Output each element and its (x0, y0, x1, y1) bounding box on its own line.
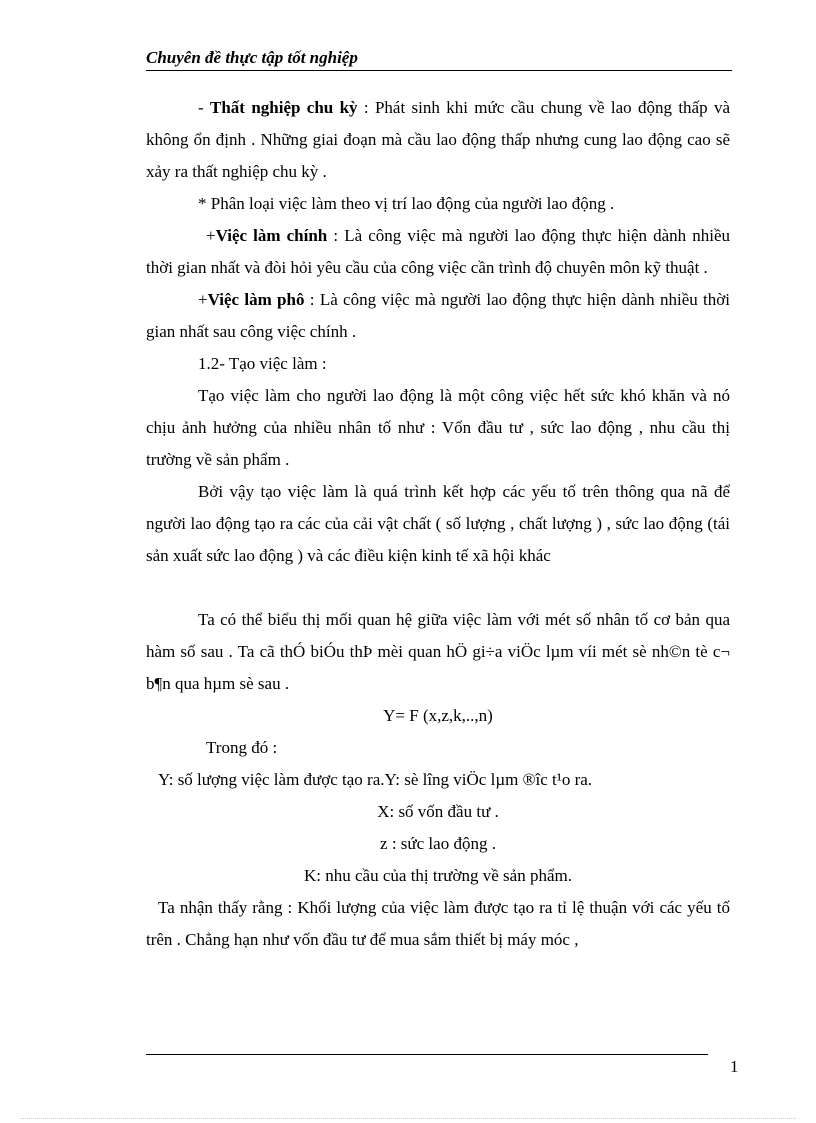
page-header-title: Chuyên đề thực tập tốt nghiệp (146, 48, 732, 71)
footer-rule (146, 1054, 708, 1055)
document-body (146, 92, 730, 956)
page-number: 1 (730, 1057, 739, 1076)
definition-k: K: nhu cầu của thị trường về sản phẩm. (304, 866, 572, 885)
paragraph-prefix: + (206, 226, 216, 245)
paragraph-relationship: Ta có thể biểu thị mối quan hệ giữa việc làm với mét số nhân tố cơ bản qua hàm số sau . Ta cã thÓ biÓu thÞ mèi quan hÖ gi÷a viÖc lµm víi mét sè nh©n tè c¬ b¶n qua hµm sè sau . (146, 610, 730, 693)
formula: Y= F (x,z,k,..,n) (383, 706, 493, 725)
term-main-job: Việc làm chính (215, 226, 328, 245)
paragraph-observation: Ta nhận thấy rằng : Khối lượng của việc làm được tạo ra tỉ lệ thuận với các yếu tố trên . Chẳng hạn như vốn đầu tư để mua sắm thiết bị máy móc , (146, 898, 730, 949)
where-label: Trong đó : (206, 738, 278, 757)
definition-x: X: số vốn đầu tư . (377, 802, 499, 821)
paragraph-text: : Phát sinh khi mức cầu chung về lao động thấp và không ổn định . Những giai đoạn mà cầu lao động thấp nhưng cung lao động cao sẽ xảy ra thất nghiệp chu kỳ . (146, 98, 730, 181)
term-cyclical-unemployment: Thất nghiệp chu kỳ (210, 98, 358, 117)
paragraph-text: : Là công việc mà người lao động thực hiện dành nhiều thời gian nhất sau công việc chính . (146, 290, 730, 341)
section-heading: 1.2- Tạo việc làm : (198, 354, 327, 373)
paragraph-classification: * Phân loại việc làm theo vị trí lao động của người lao động . (198, 194, 615, 213)
definition-z: z : sức lao động . (380, 834, 496, 853)
paragraph-combination: Bởi vậy tạo việc làm là quá trình kết hợp các yếu tố trên thông qua nã để người lao động tạo ra các của cải vật chất ( số lượng , chất lượng ) , sức lao động (tái sản xuất sức lao động ) và các điều kiện kinh tế xã hội khác (146, 482, 730, 565)
paragraph-unemployment-cycle (146, 92, 730, 188)
paragraph-main-job (146, 220, 730, 284)
spacer (146, 572, 730, 604)
term-side-job: Việc làm phô (207, 290, 305, 309)
paragraph-text: : Là công việc mà người lao động thực hiện dành nhiều thời gian nhất và đòi hỏi yêu cầu của công việc cần trình độ chuyên môn kỹ thuật . (146, 226, 731, 277)
paragraph-job-creation: Tạo việc làm cho người lao động là một công việc hết sức khó khăn và nó chịu ảnh hưởng của nhiều nhân tố như : Vốn đầu tư , sức lao động , nhu cầu thị trường về sản phẩm . (146, 386, 730, 469)
paragraph-prefix: - (198, 98, 211, 117)
definition-y: Y: số lượng việc làm được tạo ra.Y: sè lîng viÖc lµm ®îc t¹o ra. (158, 770, 593, 789)
paragraph-side-job (146, 284, 730, 348)
page-edge-divider (20, 1118, 796, 1119)
paragraph-prefix: + (198, 290, 208, 309)
